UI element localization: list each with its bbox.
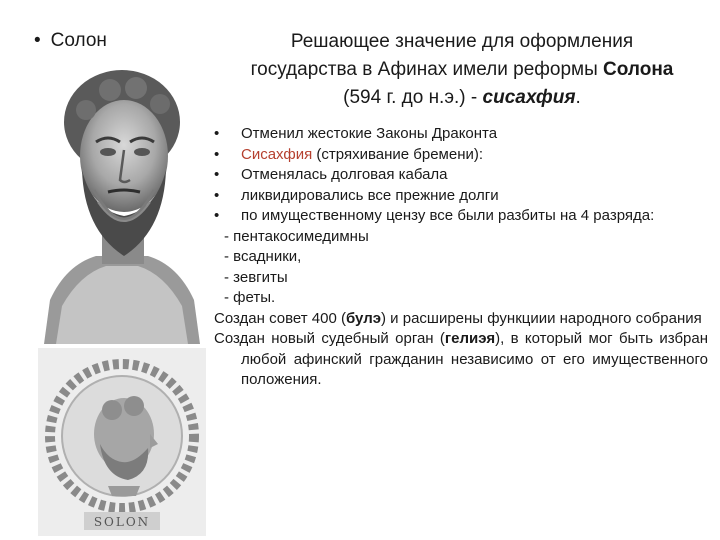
paragraph-text: Создан новый судебный орган ( (214, 330, 445, 347)
slide-heading (214, 28, 710, 112)
list-item (214, 145, 708, 166)
heliaia-bold: гелиэя (444, 330, 496, 347)
bullet-marker: • (214, 145, 220, 163)
heading-line-2 (214, 56, 710, 84)
list-item (214, 206, 708, 227)
paragraph-text: ) и расширены функциии народного собрания (381, 309, 702, 327)
class-item: - пентакосимедимны (224, 227, 369, 245)
class-item: - зевгиты (224, 268, 288, 286)
list-item (214, 124, 708, 145)
list-item-text: Отменил жестокие Законы Драконта (241, 125, 498, 142)
bullet-marker: • (214, 125, 220, 142)
class-item: - всадники, (224, 248, 302, 265)
boule-bold: булэ (345, 309, 382, 327)
reform-bullet-list (214, 124, 708, 227)
bullet-marker: • (34, 30, 41, 51)
paragraph-text: ), в который мог быть избран любой афинский гражданин независимо от его имущественного положения. (241, 330, 708, 388)
solon-medallion-image (38, 348, 206, 536)
heading-line-3-text: (594 г. до н.э.) - (343, 87, 483, 108)
heading-line-1: Решающее значение для оформления (290, 31, 634, 52)
list-item (214, 165, 708, 186)
paragraph-text: Создан совет 400 ( (214, 309, 346, 327)
sisachtheia-highlight: Сисахфия (241, 145, 313, 163)
list-item-text: по имущественному цензу все были разбиты на 4 разряда: (241, 207, 655, 224)
list-item-text: Отменялась долговая кабала (241, 166, 448, 183)
list-item (214, 186, 708, 207)
solon-bust-image (36, 60, 208, 344)
medallion-inscription: SOLON (93, 515, 151, 529)
court-paragraph (214, 329, 708, 391)
heading-line-2-text: государства в Афинах имели реформы (250, 59, 604, 80)
heading-line-3-end: . (575, 87, 581, 108)
heading-sisachtheia: сисахфия (482, 87, 576, 108)
list-item-text: (стряхивание бремени): (312, 145, 484, 163)
left-title (34, 30, 107, 52)
council-paragraph (214, 309, 708, 330)
heading-line-3 (214, 84, 710, 112)
bullet-marker: • (214, 166, 220, 183)
bullet-marker: • (214, 186, 220, 204)
bullet-marker: • (214, 207, 220, 224)
class-item: - феты. (224, 289, 276, 306)
left-title-text: Солон (50, 30, 107, 51)
heading-solon-bold: Солона (603, 59, 674, 80)
slide-content (214, 124, 708, 391)
list-item-text: ликвидировались все прежние долги (241, 186, 499, 204)
